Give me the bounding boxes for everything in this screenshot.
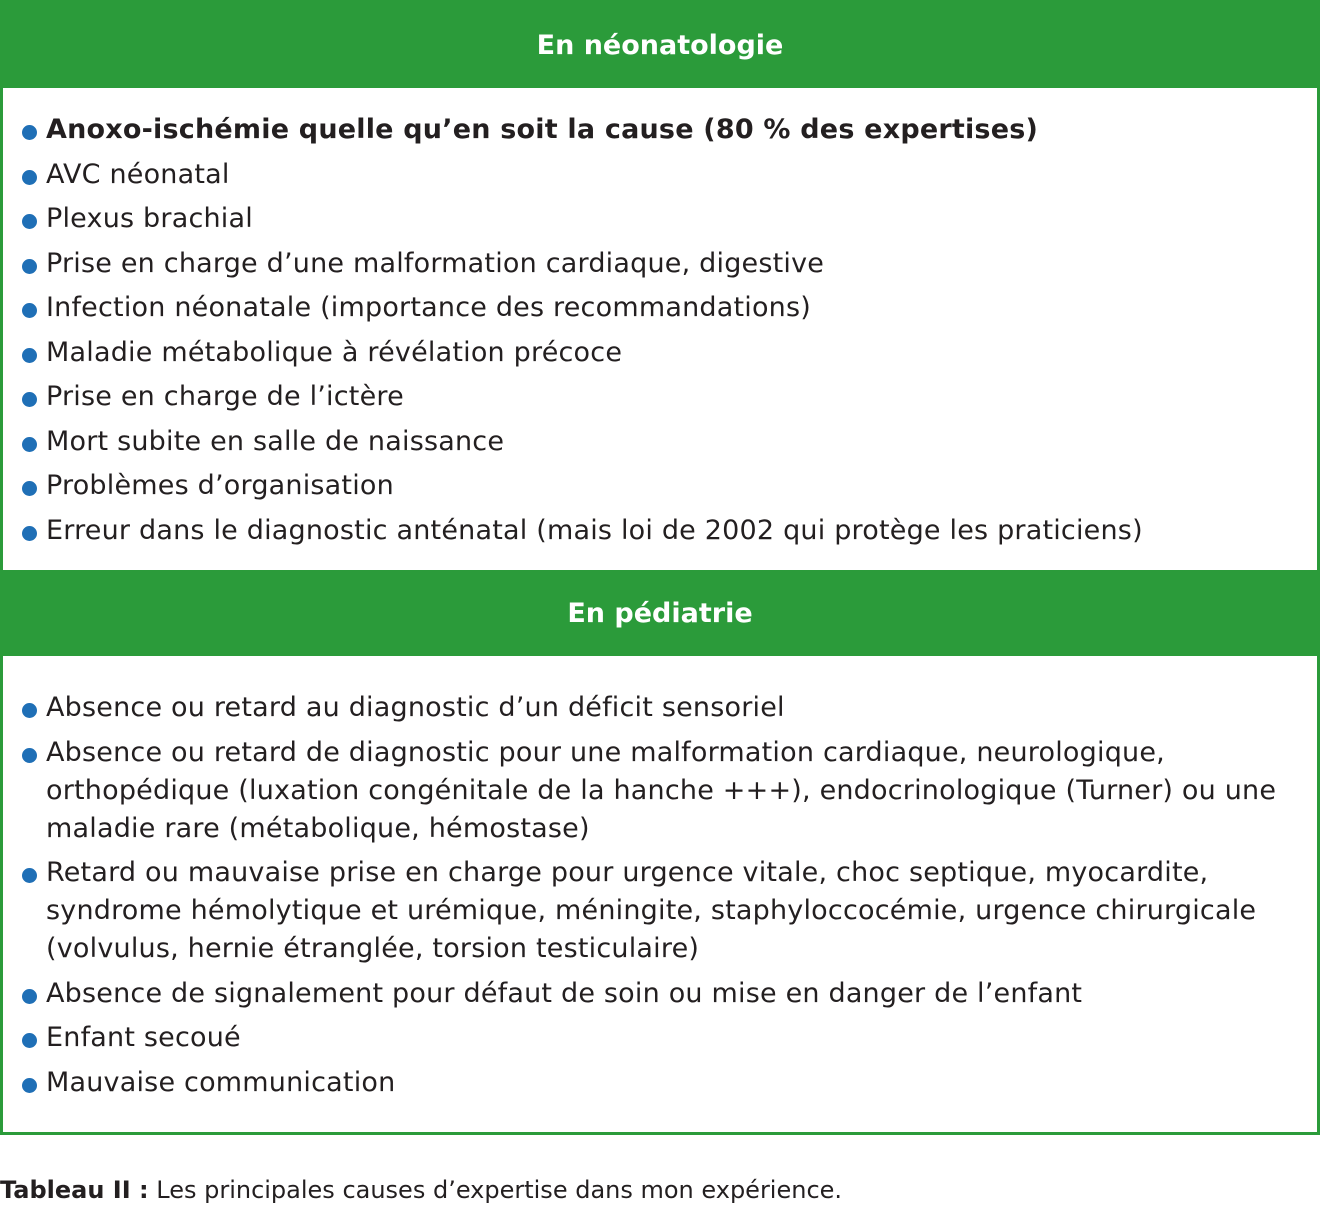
bullet-icon	[22, 748, 37, 763]
list-item	[21, 200, 1301, 238]
caption-text: Les principales causes d’expertise dans mon expérience.	[148, 1176, 843, 1204]
bullet-icon	[22, 481, 37, 496]
list-item	[21, 467, 1301, 505]
list-item-text: Prise en charge d’une malformation cardiaque, digestive	[46, 247, 825, 279]
bullet-icon	[22, 170, 37, 185]
neonatology-list	[21, 111, 1301, 556]
list-item	[21, 156, 1301, 194]
bullet-icon	[22, 703, 37, 718]
list-item-text: Retard ou mauvaise prise en charge pour urgence vitale, choc septique, myocardite, syndrome hémolytique et urémique, méningite, staphyloccocémie, urgence chirurgicale (volvulus, hernie étranglée, torsion testiculaire)	[46, 857, 1257, 964]
list-item-text: Enfant secoué	[46, 1022, 241, 1053]
pediatrics-list	[21, 689, 1301, 1108]
list-item-text: Absence ou retard au diagnostic d’un déficit sensoriel	[46, 692, 785, 723]
list-item	[21, 245, 1301, 283]
list-item	[21, 1019, 1301, 1057]
bullet-icon	[22, 526, 37, 541]
list-item-text: Absence de signalement pour défaut de soin ou mise en danger de l’enfant	[46, 977, 1083, 1009]
list-item	[21, 512, 1301, 550]
list-item	[21, 111, 1301, 149]
list-item	[21, 975, 1301, 1013]
list-item	[21, 378, 1301, 416]
list-item-text: Absence ou retard de diagnostic pour une malformation cardiaque, neurologique, orthopédique (luxation congénitale de la hanche +++), endocrinologique (Turner) ou une maladie rare (métabolique, hémostase)	[46, 736, 1277, 844]
list-item-text: Plexus brachial	[46, 203, 253, 234]
bullet-icon	[22, 437, 37, 452]
caption-label: Tableau II :	[0, 1176, 149, 1204]
list-item-text: Infection néonatale (importance des recommandations)	[46, 292, 811, 323]
bullet-icon	[22, 1078, 37, 1093]
list-item-text: Maladie métabolique à révélation précoce	[46, 336, 623, 368]
bullet-icon	[22, 259, 37, 274]
bullet-icon	[22, 125, 37, 140]
list-item	[21, 423, 1301, 461]
bullet-icon	[22, 392, 37, 407]
list-item-text: Prise en charge de l’ictère	[46, 381, 404, 412]
bullet-icon	[22, 303, 37, 318]
list-item-text: AVC néonatal	[46, 158, 230, 190]
bullet-icon	[22, 1033, 37, 1048]
list-item	[21, 854, 1301, 968]
table-caption	[0, 1174, 842, 1206]
section-header-neonatology	[3, 3, 1317, 88]
bullet-icon	[22, 868, 37, 883]
bullet-icon	[22, 989, 37, 1004]
list-item	[21, 689, 1301, 727]
list-item	[21, 334, 1301, 372]
section-title-pediatrics: En pédiatrie	[567, 597, 753, 629]
list-item-text: Anoxo-ischémie quelle qu’en soit la cause (80 % des expertises)	[46, 114, 1039, 145]
list-item	[21, 734, 1301, 848]
list-item-text: Mort subite en salle de naissance	[46, 425, 505, 457]
list-item-text: Erreur dans le diagnostic anténatal (mais loi de 2002 qui protège les praticiens)	[46, 514, 1143, 546]
bullet-icon	[22, 214, 37, 229]
section-header-pediatrics	[3, 570, 1317, 656]
bullet-icon	[22, 348, 37, 363]
section-title-neonatology: En néonatologie	[536, 30, 784, 61]
list-item-text: Problèmes d’organisation	[46, 470, 394, 501]
list-item	[21, 1064, 1301, 1102]
list-item-text: Mauvaise communication	[46, 1066, 396, 1098]
list-item	[21, 289, 1301, 327]
